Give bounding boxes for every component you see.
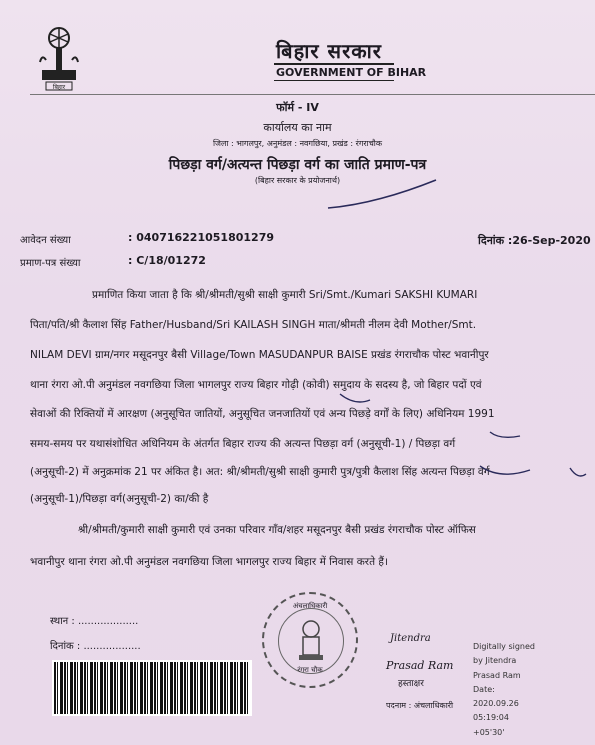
body-line-2: पिता/पति/श्री कैलाश सिंह Father/Husband/Sri KAILASH SINGH माता/श्रीमती नीलम देवी Mother/Smt. bbox=[30, 319, 477, 331]
body-line-1: प्रमाणित किया जाता है कि श्री/श्रीमती/सुश्री साक्षी कुमारी Sri/Smt./Kumari SAKSHI KUMARI bbox=[92, 289, 478, 301]
ashoka-emblem-icon bbox=[279, 609, 343, 673]
pen-tick-mark bbox=[326, 176, 446, 216]
application-number-value: : 040716221051801279 bbox=[128, 231, 274, 244]
body-line-7: (अनुसूची-2) में अनुक्रमांक 21 पर अंकित है। अत: श्री/श्रीमती/सुश्री साक्षी कुमारी पुत्र/पुत्री कैलाश सिंह अत्यन्त पिछड़ा वर्ग bbox=[30, 466, 490, 478]
digital-line: Prasad Ram bbox=[473, 670, 521, 680]
digital-line: by Jitendra bbox=[473, 656, 517, 666]
svg-text:बिहार: बिहार bbox=[52, 84, 66, 91]
designation: पदनाम : अंचलाधिकारी bbox=[386, 701, 454, 710]
certificate-title: पिछड़ा वर्ग/अत्यन्त पिछड़ा वर्ग का जाति प्रमाण-पत्र bbox=[168, 157, 427, 173]
issue-date: दिनांक :26-Sep-2020 bbox=[478, 234, 591, 247]
place-field: स्थान : ................... bbox=[50, 616, 139, 627]
government-note: (बिहार सरकार के प्रयोजनार्थ) bbox=[254, 176, 341, 185]
body-line-8: (अनुसूची-1)/पिछड़ा वर्ग(अनुसूची-2) का/की है bbox=[30, 493, 209, 505]
office-seal bbox=[262, 592, 358, 688]
digital-line: Date: bbox=[473, 684, 495, 694]
body-line-4: थाना रंगरा ओ.पी अनुमंडल नवगछिया जिला भागलपुर राज्य बिहार गोढ़ी (कोवी) समुदाय के सदस्य है, जो बिहार पदों एवं bbox=[30, 379, 482, 391]
office-name: कार्यालय का नाम bbox=[263, 121, 332, 134]
residence-line-2: भवानीपुर थाना रंगरा ओ.पी अनुमंडल नवगछिया जिला भागलपुर राज्य बिहार में निवास करते हैं। bbox=[30, 556, 388, 568]
signature-label: हस्ताक्षर bbox=[398, 679, 424, 689]
residence-line-1: श्री/श्रीमती/कुमारी साक्षी कुमारी एवं उनका परिवार गाँव/शहर मसूदनपुर बैसी प्रखंड रंगराचौक पोस्ट ऑफिस bbox=[78, 524, 476, 536]
header-title-hindi: बिहार सरकार bbox=[276, 39, 382, 63]
bihar-emblem-icon bbox=[36, 24, 82, 94]
body-line-5: सेवाओं की रिक्तियों में आरक्षण (अनुसूचित जातियों, अनुसूचित जनजातियों एवं अन्य पिछड़े वर्गों के लिए) अधिनियम 1991 bbox=[30, 408, 495, 420]
signature-last-name: Prasad Ram bbox=[386, 659, 454, 672]
certificate-number-label: प्रमाण-पत्र संख्या bbox=[20, 258, 81, 269]
digital-line: 05:19:04 bbox=[473, 713, 509, 723]
form-number: फॉर्म - IV bbox=[276, 101, 319, 114]
divider bbox=[274, 63, 394, 65]
barcode bbox=[52, 660, 252, 716]
date-field: दिनांक : .................. bbox=[50, 641, 141, 652]
divider bbox=[274, 80, 394, 81]
header-title-english: GOVERNMENT OF BIHAR bbox=[276, 66, 427, 79]
body-line-6: समय-समय पर यथासंशोधित अधिनियम के अंतर्गत बिहार राज्य की अत्यन्त पिछड़ा वर्ग (अनुसूची-1) / पिछड़ा वर्ग bbox=[30, 438, 456, 450]
district-line: जिला : भागलपुर, अनुमंडल : नवगछिया, प्रखंड : रंगराचौक bbox=[212, 139, 383, 148]
application-number-label: आवेदन संख्या bbox=[20, 235, 71, 246]
digital-line: +05'30' bbox=[473, 727, 505, 737]
body-line-3: NILAM DEVI ग्राम/नगर मसूदनपुर बैसी Village/Town MASUDANPUR BAISE प्रखंड रंगराचौक पोस्ट भवानीपुर bbox=[30, 349, 489, 361]
digital-line: Digitally signed bbox=[473, 642, 535, 651]
seal-inner-ring bbox=[278, 608, 344, 674]
certificate-number-value: : C/18/01272 bbox=[128, 254, 206, 267]
digital-signature-block bbox=[473, 640, 535, 740]
digital-line: 2020.09.26 bbox=[473, 699, 519, 709]
pen-annotation-marks bbox=[300, 370, 590, 500]
seal-top-text: अंचलाधिकारी bbox=[292, 602, 328, 610]
seal-bottom-text: रंगरा चौक bbox=[297, 666, 323, 674]
signature-first-name: Jitendra bbox=[390, 633, 431, 644]
header-rule bbox=[30, 94, 595, 95]
